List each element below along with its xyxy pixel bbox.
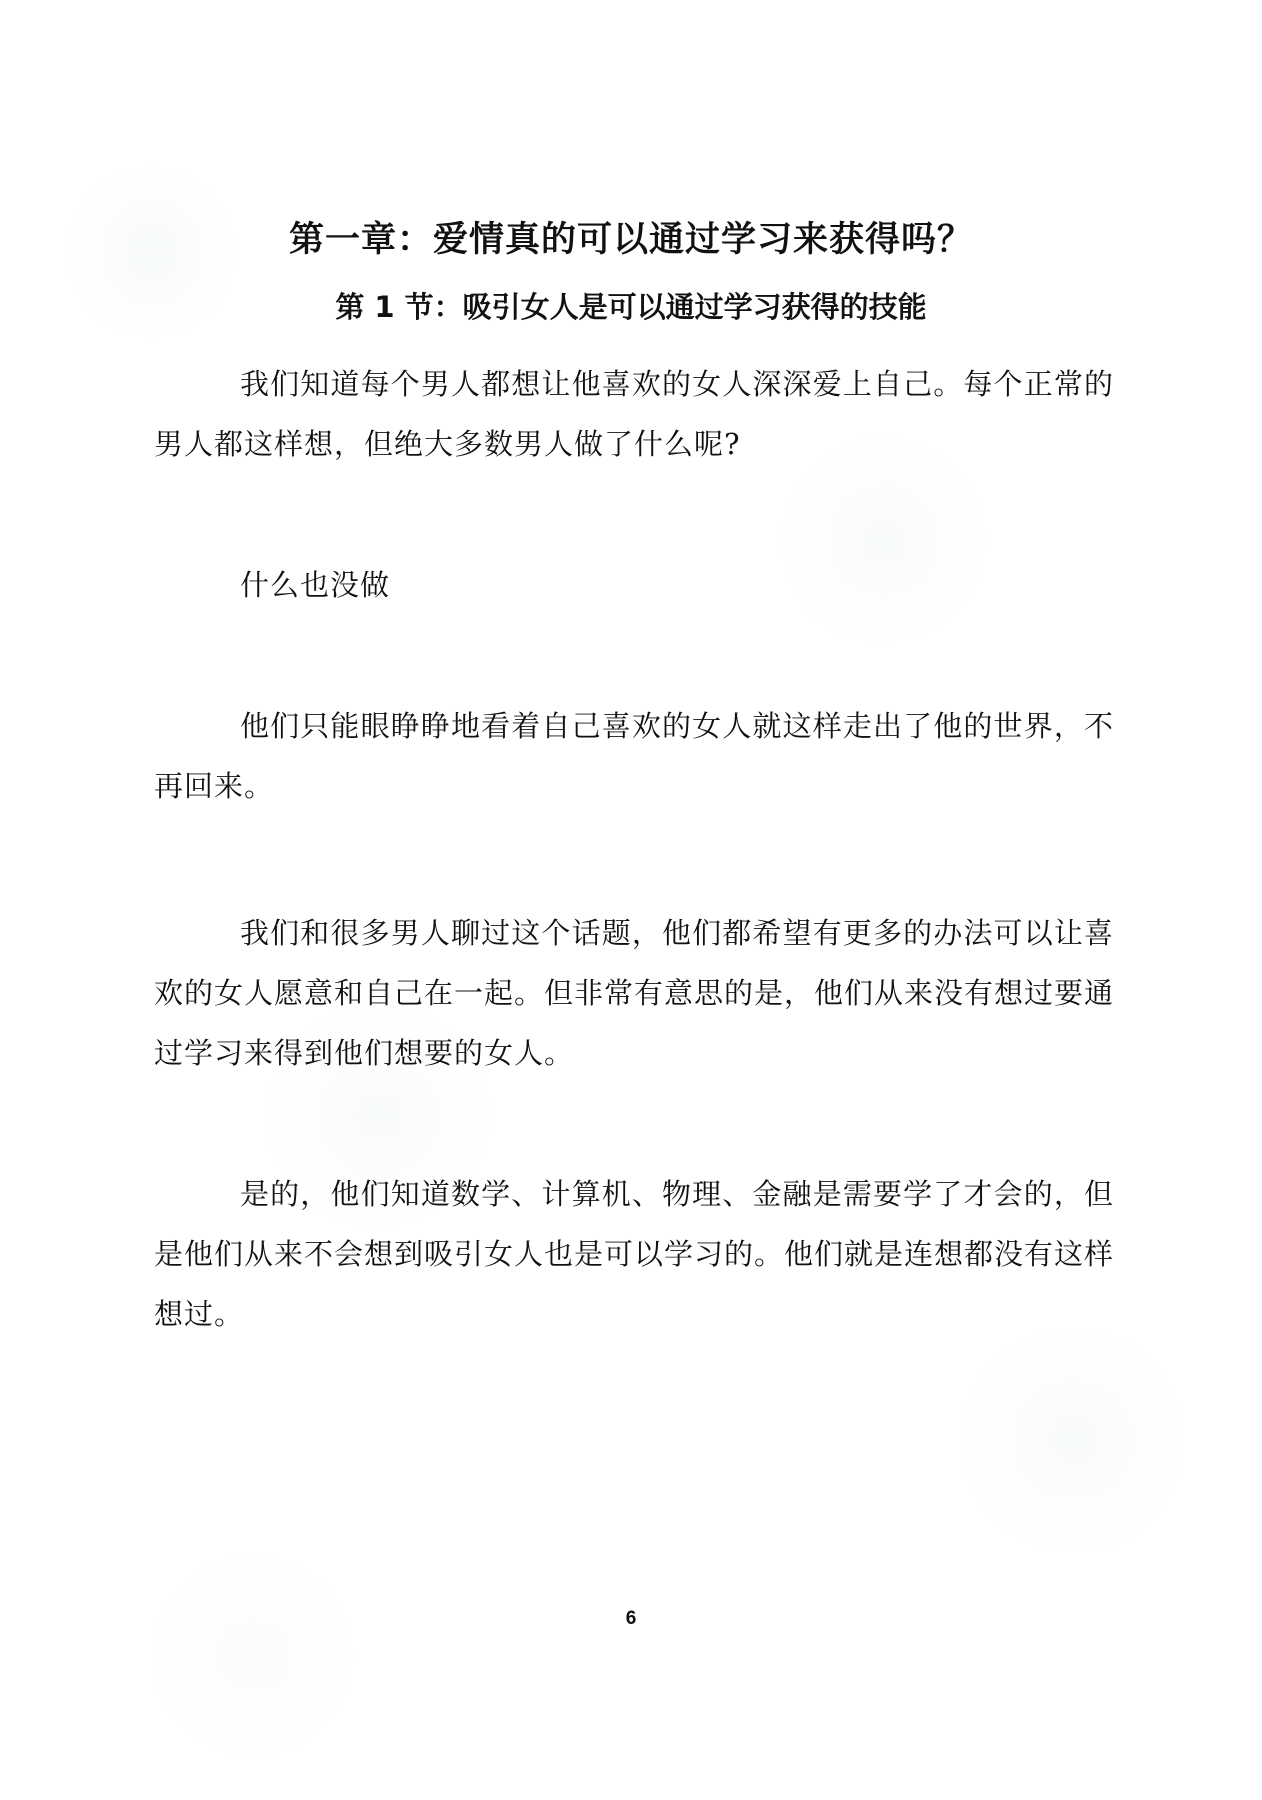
paragraph-1: 我们知道每个男人都想让他喜欢的女人深深爱上自己。每个正常的男人都这样想，但绝大多数男人做了什么呢? [154, 367, 1114, 461]
paragraph-4: 我们和很多男人聊过这个话题，他们都希望有更多的办法可以让喜欢的女人愿意和自己在一起。但非常有意思的是，他们从来没有想过要通过学习来得到他们想要的女人。 [154, 916, 1115, 1070]
paragraph-5: 是的，他们知道数学、计算机、物理、金融是需要学了才会的，但是他们从来不会想到吸引女人也是可以学习的。他们就是连想都没有这样想过。 [154, 1177, 1115, 1331]
chapter-title: 第一章：爱情真的可以通过学习来获得吗？ [288, 220, 973, 260]
section-title: 第 1 节：吸引女人是可以通过学习获得的技能 [335, 290, 927, 324]
paragraph-3: 他们只能眼睁睁地看着自己喜欢的女人就这样走出了他的世界，不再回来。 [154, 709, 1114, 803]
paragraph-2: 什么也没做 [240, 568, 391, 602]
page-number: 6 [625, 1608, 637, 1629]
